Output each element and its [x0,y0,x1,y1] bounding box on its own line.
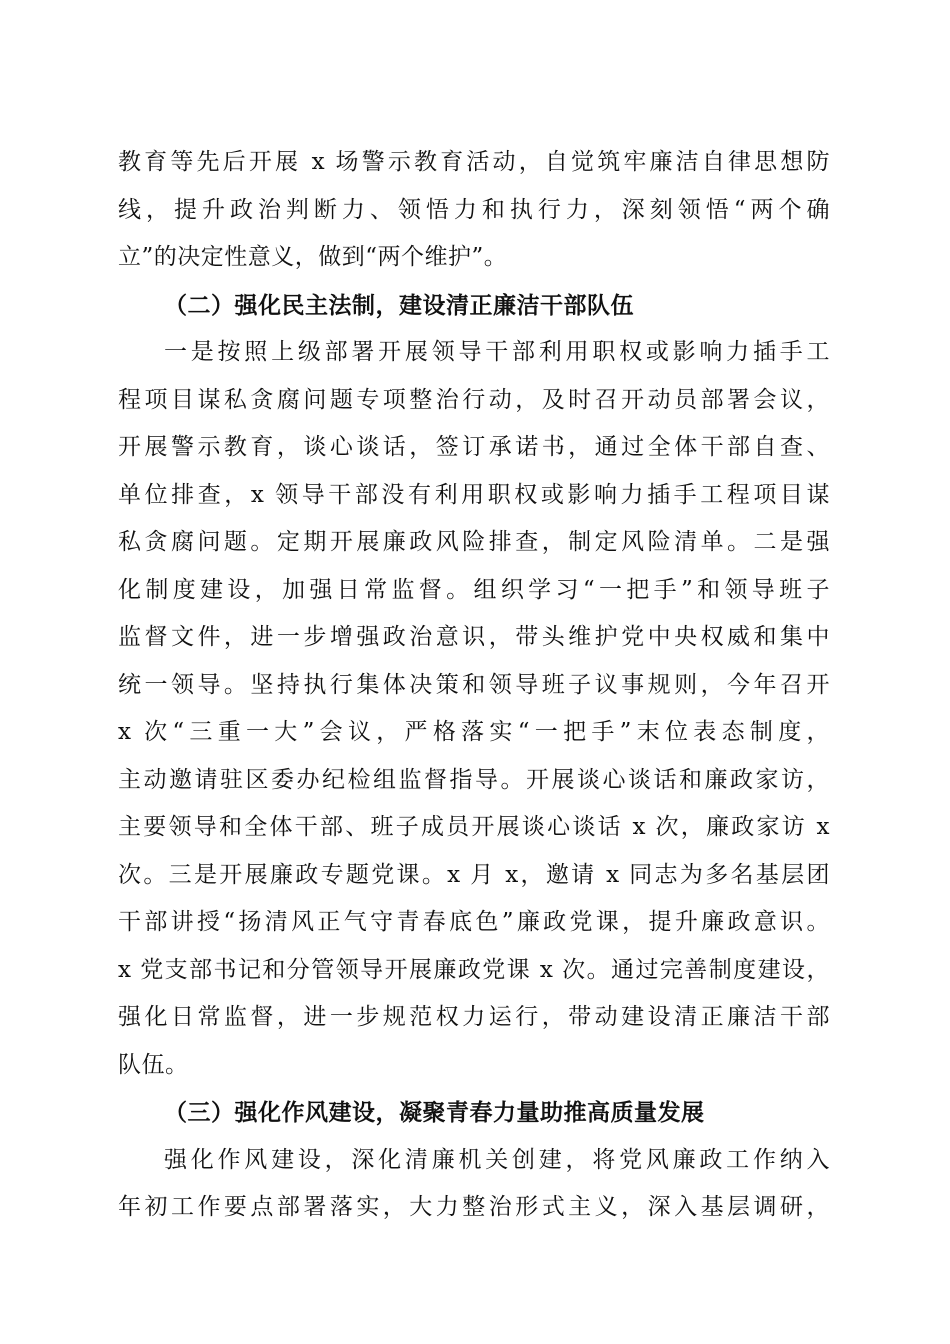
paragraph-line: 次。三是开展廉政专题党课。x 月 x，邀请 x 同志为多名基层团 [118,861,830,888]
paragraph-line: 统一领导。坚持执行集体决策和领导班子议事规则，今年召开 [118,671,830,698]
paragraph-line: x 次“三重一大”会议，严格落实“一把手”末位表态制度， [118,719,830,745]
paragraph-line: 私贪腐问题。定期开展廉政风险排查，制定风险清单。二是强 [118,529,830,555]
paragraph-line: 主动邀请驻区委办纪检组监督指导。开展谈心谈话和廉政家访， [118,766,830,793]
paragraph-line: 立”的决定性意义，做到“两个维护”。 [118,244,508,270]
paragraph-line: 主要领导和全体干部、班子成员开展谈心谈话 x 次，廉政家访 x [118,814,830,840]
paragraph-line: 开展警示教育，谈心谈话，签订承诺书，通过全体干部自查、 [118,434,830,460]
paragraph-line: 化制度建设，加强日常监督。组织学习“一把手”和领导班子 [118,576,830,603]
paragraph-line: 年初工作要点部署落实，大力整治形式主义，深入基层调研， [118,1194,830,1220]
paragraph-line: 队伍。 [118,1051,189,1078]
paragraph-line: 线，提升政治判断力、领悟力和执行力，深刻领悟“两个确 [118,196,830,223]
document-body [118,139,830,1232]
paragraph-line: 强化日常监督，进一步规范权力运行，带动建设清正廉洁干部 [118,1004,830,1030]
paragraph-line: 强化作风建设，深化清廉机关创建，将党风廉政工作纳入 [164,1146,830,1173]
paragraph-line: 单位排查，x 领导干部没有利用职权或影响力插手工程项目谋 [118,481,830,508]
paragraph-line: x 党支部书记和分管领导开展廉政党课 x 次。通过完善制度建设， [118,956,830,983]
paragraph-line: 监督文件，进一步增强政治意识，带头维护党中央权威和集中 [118,624,830,650]
paragraph-line: 程项目谋私贪腐问题专项整治行动，及时召开动员部署会议， [118,386,830,413]
paragraph-line: 干部讲授“扬清风正气守青春底色”廉政党课，提升廉政意识。 [118,909,830,935]
paragraph-line: 教育等先后开展 x 场警示教育活动，自觉筑牢廉洁自律思想防 [118,149,830,175]
section-heading-2: （二）强化民主法制，建设清正廉洁干部队伍 [164,291,634,319]
section-heading-3: （三）强化作风建设，凝聚青春力量助推高质量发展 [164,1099,705,1126]
paragraph-line: 一是按照上级部署开展领导干部利用职权或影响力插手工 [164,339,830,365]
